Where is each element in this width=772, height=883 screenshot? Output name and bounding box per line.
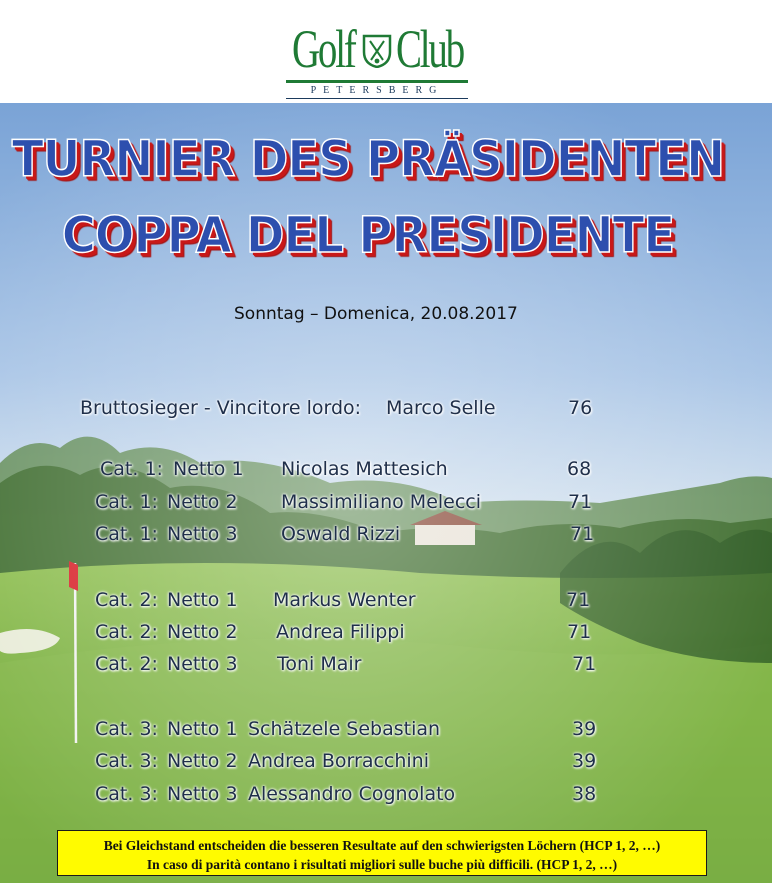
logo-word-golf: Golf xyxy=(292,19,355,79)
header xyxy=(0,0,772,103)
result-place: Netto 3 xyxy=(167,783,238,805)
result-place: Netto 2 xyxy=(167,750,238,772)
result-name: Alessandro Cognolato xyxy=(248,783,456,805)
result-name: Andrea Filippi xyxy=(276,621,405,643)
result-category: Cat. 2: xyxy=(95,621,158,643)
result-score: 39 xyxy=(572,718,597,740)
logo-word-club: Club xyxy=(396,19,463,79)
result-score: 71 xyxy=(568,491,593,513)
result-name: Oswald Rizzi xyxy=(281,523,401,545)
result-name: Massimiliano Melecci xyxy=(281,491,482,513)
result-place: Netto 3 xyxy=(167,523,238,545)
tiebreak-notice-german: Bei Gleichstand entscheiden die besseren Resultate auf den schwierigsten Löchern (HCP 1, 2, …) xyxy=(103,838,661,853)
result-place: Netto 2 xyxy=(167,621,238,643)
gross-winner-label: Bruttosieger - Vincitore lordo: xyxy=(80,397,362,419)
result-score: 71 xyxy=(570,523,595,545)
title-line-german: TURNIER DES PRÄSIDENTEN xyxy=(11,130,725,188)
result-name: Toni Mair xyxy=(277,653,362,675)
logo-subtitle: PETERSBERG xyxy=(286,84,468,99)
result-place: Netto 1 xyxy=(167,718,238,740)
result-score: 68 xyxy=(567,458,592,480)
logo-divider xyxy=(286,80,468,83)
result-name: Markus Wenter xyxy=(273,589,416,611)
result-category: Cat. 3: xyxy=(95,783,158,805)
result-score: 71 xyxy=(566,589,591,611)
golf-club-logo xyxy=(286,14,468,100)
gross-winner-score: 76 xyxy=(568,397,593,419)
tiebreak-notice-italian: In caso di parità contano i risultati migliori sulle buche più difficili. (HCP 1, 2, …) xyxy=(146,857,618,872)
title-line-italian: COPPA DEL PRESIDENTE xyxy=(61,206,675,264)
result-category: Cat. 1: xyxy=(95,491,158,513)
result-place: Netto 2 xyxy=(167,491,238,513)
result-category: Cat. 1: xyxy=(95,523,158,545)
gross-winner-name: Marco Selle xyxy=(386,397,496,419)
result-score: 71 xyxy=(572,653,597,675)
result-category: Cat. 2: xyxy=(95,589,158,611)
result-name: Andrea Borracchini xyxy=(248,750,429,772)
result-score: 39 xyxy=(572,750,597,772)
result-name: Schätzele Sebastian xyxy=(248,718,441,740)
result-category: Cat. 3: xyxy=(95,718,158,740)
result-score: 71 xyxy=(567,621,592,643)
result-category: Cat. 2: xyxy=(95,653,158,675)
event-date: Sonntag – Domenica, 20.08.2017 xyxy=(234,304,518,324)
result-category: Cat. 3: xyxy=(95,750,158,772)
result-place: Netto 1 xyxy=(173,458,244,480)
result-name: Nicolas Mattesich xyxy=(281,458,448,480)
result-category: Cat. 1: xyxy=(100,458,163,480)
result-score: 38 xyxy=(572,783,597,805)
crossed-golf-clubs-shield-icon xyxy=(362,34,392,68)
tiebreak-notice xyxy=(57,830,707,876)
result-place: Netto 1 xyxy=(167,589,238,611)
result-place: Netto 3 xyxy=(167,653,238,675)
